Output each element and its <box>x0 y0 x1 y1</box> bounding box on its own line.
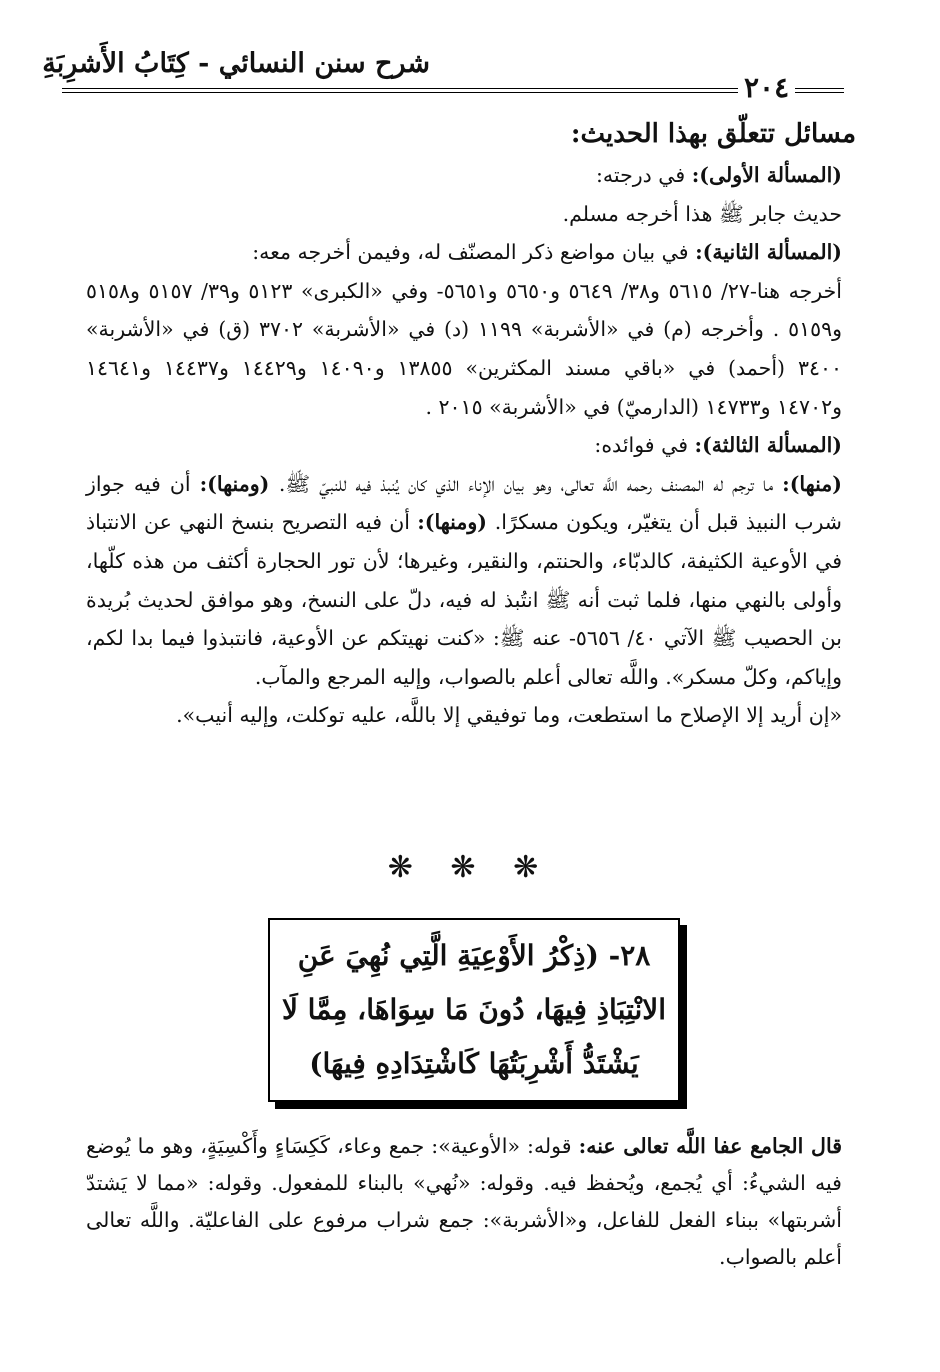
benefit-2-label: (ومنها): <box>199 471 279 496</box>
benefit-1-text: ما ترجم له المصنف رحمه اللَّه تعالى، وهو بيان الإناء الذي كان يُنبذ فيه للنبيّ ﷺ. <box>278 471 783 496</box>
question-1-body: حديث جابر ﷺ هذا أخرجه مسلم. <box>562 201 842 226</box>
question-3 <box>86 426 856 465</box>
chapter-title: ٢٨- (ذِكْرُ الأَوْعِيَةِ الَّتِي نُهِيَ عَنِ الانْتِبَاذِ فِيهَا، دُونَ مَا سِوَاهَا، مِمَّا لَا يَشْتَدُّ أَشْرِبَتُهَا كَاشْتِدَادِهِ فِيهَا) <box>281 939 667 1080</box>
benefit-1-label: (منها): <box>782 471 842 496</box>
question-1-text: في درجته: <box>595 163 692 187</box>
benefit-3-text: أن فيه التصريح بنسخ النهي عن الانتباذ في الأوعية الكثيفة، كالدبّاء، والحنتم، والنقير، وغيرها؛ لأن تور الحجارة أكثف من هذه كلّها، وأولى بالنهي منها، فلما ثبت أنه ﷺ انتُبذ له فيه، دلّ على النسخ، وهو موافق لحديث بُريدة بن الحصيب ﷺ الآتي ٤٠/ ٥٦٥٦- عنه ﷺ: «كنت نهيتكم عن الأوعية، فانتبذوا فيما بدا لكم، وإياكم، وكلّ مسكر». واللَّه تعالى أعلم بالصواب، وإليه المرجع والمآب. <box>86 510 842 689</box>
commentary-text: قوله: «الأوعية»: جمع وعاء، كَكِسَاءٍ وأَكْسِيَةٍ، وهو ما يُوضع فيه الشيءُ: أي يُجمع، ويُحفظ فيه. وقوله: «نُهي» بالبناء للمفعول. وقوله: «مما لا يَشتدّ أشربتها» ببناء الفعل للفاعل، و«الأشربة»: جمع شراب مرفوع على الفاعليّة. واللَّه تعالى أعلم بالصواب. <box>86 1134 842 1269</box>
main-body <box>86 112 856 735</box>
closing-quote: «إن أريد إلا الإصلاح ما استطعت، وما توفيقي إلا باللَّه، عليه توكلت، وإليه أنيب». <box>176 703 842 728</box>
question-2-body: أخرجه هنا-٢٧/ ٥٦١٥ و٣٨/ ٥٦٤٩ و٥٦٥٠ و٥٦٥١- وفي «الكبرى» ٥١٢٣ و٣٩/ ٥١٥٧ و٥١٥٨ و٥١٥٩ . وأخرجه (م) في «الأشربة» ١١٩٩ (د) في «الأشربة» ٣٧٠٢ (ق) في «الأشربة» ٣٤٠٠ (أحمد) في «باقي مسند المكثرين» ١٣٨٥٥ و١٤٠٩٠ و١٤٤٢٩ و١٤٤٣٧ و١٤٦٤١ و١٤٧٠٢ و١٤٧٣٣ (الدارميّ) في «الأشربة» ٢٠١٥ . <box>86 278 843 419</box>
question-1-label: (المسألة الأولى): <box>691 163 842 187</box>
page-number: ٢٠٤ <box>738 71 795 104</box>
commentary <box>86 1128 856 1276</box>
commentary-paragraph <box>86 1128 856 1276</box>
chapter-title-box <box>268 918 680 1102</box>
question-3-text: في فوائده: <box>594 433 695 458</box>
header-rule <box>62 88 844 89</box>
question-2-text: في بيان مواضع ذكر المصنّف له، وفيمن أخرجه معه: <box>252 240 696 265</box>
question-3-label: (المسألة الثالثة): <box>694 433 842 458</box>
question-2 <box>86 233 856 272</box>
benefit-2-text: أن فيه جواز شرب النبيذ قبل أن يتغيّر، ويكون مسكرًا. <box>86 471 842 535</box>
benefit-3-label: (ومنها): <box>417 510 495 535</box>
running-title: شرح سنن النسائي - كِتَابُ الأَشرِبَةِ <box>42 48 430 79</box>
benefits-paragraph <box>86 465 856 697</box>
commentary-lead: قال الجامع عفا اللَّه تعالى عنه: <box>578 1134 842 1158</box>
question-1 <box>86 156 856 195</box>
question-2-label: (المسألة الثانية): <box>695 240 842 265</box>
section-separator: ❋ ❋ ❋ <box>387 850 553 885</box>
section-heading: مسائل تتعلّق بهذا الحديث: <box>570 119 856 149</box>
header-rule-double <box>62 92 844 93</box>
